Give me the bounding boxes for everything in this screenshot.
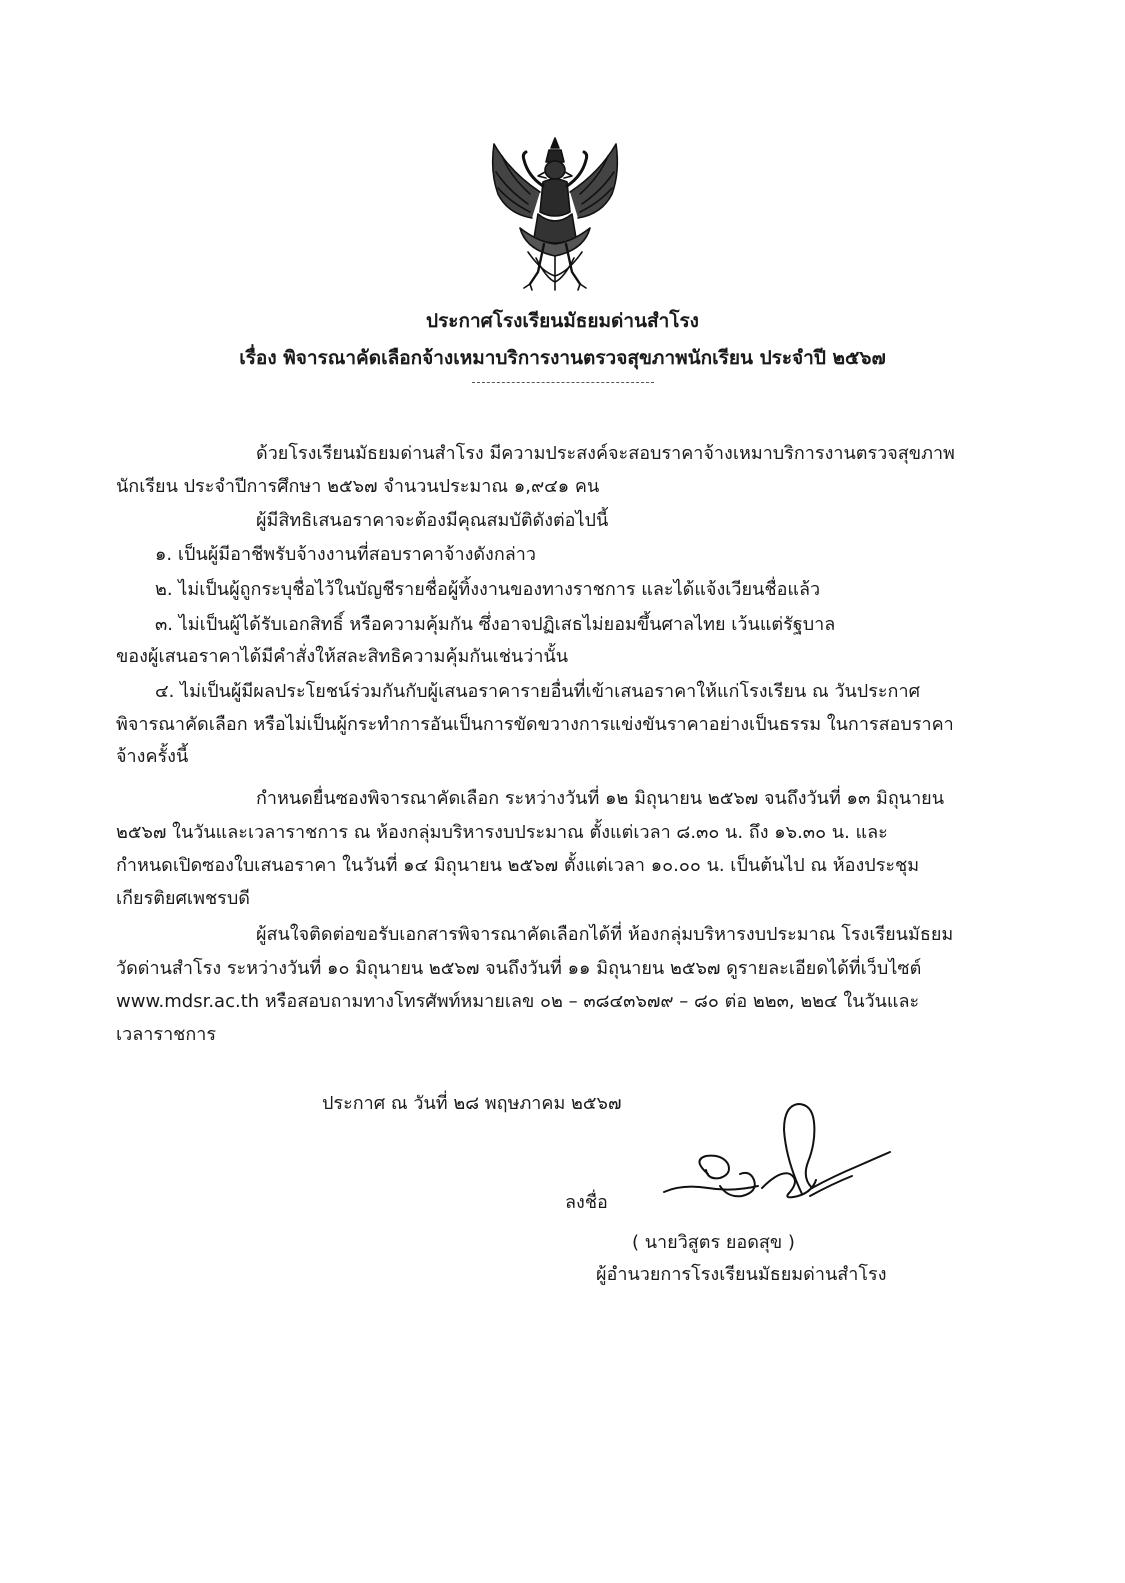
garuda-emblem-icon [480,132,630,294]
signer-position: ผู้อำนวยการโรงเรียนมัธยมด่านสำโรง [596,1264,887,1285]
qualification-item-1: ๑. เป็นผู้มีอาชีพรับจ้างงานที่สอบราคาจ้างดังกล่าว [155,544,536,565]
contact-line-4: เวลาราชการ [116,1024,217,1045]
intro-line-2: นักเรียน ประจำปีการศึกษา ๒๕๖๗ จำนวนประมาณ ๑,๙๔๑ คน [116,476,600,497]
schedule-line-4: เกียรติยศเพชรบดี [116,888,250,909]
signer-name: ( นายวิสูตร ยอดสุข ) [632,1232,795,1253]
contact-line-3: www.mdsr.ac.th หรือสอบถามทางโทรศัพท์หมายเลข ๐๒ – ๓๘๔๓๖๗๙ – ๘๐ ต่อ ๒๒๓, ๒๒๔ ในวันและ [116,991,920,1012]
qualification-item-4-cont: จ้างครั้งนี้ [116,746,189,767]
contact-line-2: วัดด่านสำโรง ระหว่างวันที่ ๑๐ มิถุนายน ๒๕๖๗ จนถึงวันที่ ๑๑ มิถุนายน ๒๕๖๗ ดูรายละเอียดได้ที่เว็บไซต์ [116,958,922,979]
handwritten-signature-icon [662,1100,897,1210]
qualification-item-2: ๒. ไม่เป็นผู้ถูกระบุชื่อไว้ในบัญชีรายชื่อผู้ทิ้งงานของทางราชการ และได้แจ้งเวียนชื่อแล้ว [155,579,821,600]
qualification-item-3: ๓. ไม่เป็นผู้ได้รับเอกสิทธิ์ หรือความคุ้มกัน ซึ่งอาจปฏิเสธไม่ยอมขึ้นศาลไทย เว้นแต่รัฐบาล [155,614,836,635]
schedule-line-3: กำหนดเปิดซองใบเสนอราคา ในวันที่ ๑๔ มิถุนายน ๒๕๖๗ ตั้งแต่เวลา ๑๐.๐๐ น. เป็นต้นไป ณ ห้องประชุม [116,855,920,876]
qualification-item-4: ๔. ไม่เป็นผู้มีผลประโยชน์ร่วมกันกับผู้เสนอราคารายอื่นที่เข้าเสนอราคาให้แก่โรงเรียน ณ วันประกาศ [155,681,920,702]
announcement-subject: เรื่อง พิจารณาคัดเลือกจ้างเหมาบริการงานตรวจสุขภาพนักเรียน ประจำปี ๒๕๖๗ [239,347,886,369]
intro-line-1: ด้วยโรงเรียนมัธยมด่านสำโรง มีความประสงค์จะสอบราคาจ้างเหมาบริการงานตรวจสุขภาพ [256,443,955,464]
qualification-heading: ผู้มีสิทธิเสนอราคาจะต้องมีคุณสมบัติดังต่อไปนี้ [256,510,609,531]
sign-label: ลงชื่อ [565,1192,608,1213]
qualification-item-4-cont: พิจารณาคัดเลือก หรือไม่เป็นผู้กระทำการอันเป็นการขัดขวางการแข่งขันราคาอย่างเป็นธรรม ในการสอบราคา [116,714,954,735]
announcement-title: ประกาศโรงเรียนมัธยมด่านสำโรง [426,310,699,332]
schedule-line-2: ๒๕๖๗ ในวันและเวลาราชการ ณ ห้องกลุ่มบริหารงบประมาณ ตั้งแต่เวลา ๘.๓๐ น. ถึง ๑๖.๓๐ น. และ [116,822,888,843]
announcement-date: ประกาศ ณ วันที่ ๒๘ พฤษภาคม ๒๕๖๗ [322,1093,622,1114]
contact-line-1: ผู้สนใจติดต่อขอรับเอกสารพิจารณาคัดเลือกได้ที่ ห้องกลุ่มบริหารงบประมาณ โรงเรียนมัธยม [256,924,954,945]
title-divider [472,382,654,383]
schedule-line-1: กำหนดยื่นซองพิจารณาคัดเลือก ระหว่างวันที่ ๑๒ มิถุนายน ๒๕๖๗ จนถึงวันที่ ๑๓ มิถุนายน [256,788,945,809]
qualification-item-3-cont: ของผู้เสนอราคาได้มีคำสั่งให้สละสิทธิความคุ้มกันเช่นว่านั้น [116,646,569,667]
